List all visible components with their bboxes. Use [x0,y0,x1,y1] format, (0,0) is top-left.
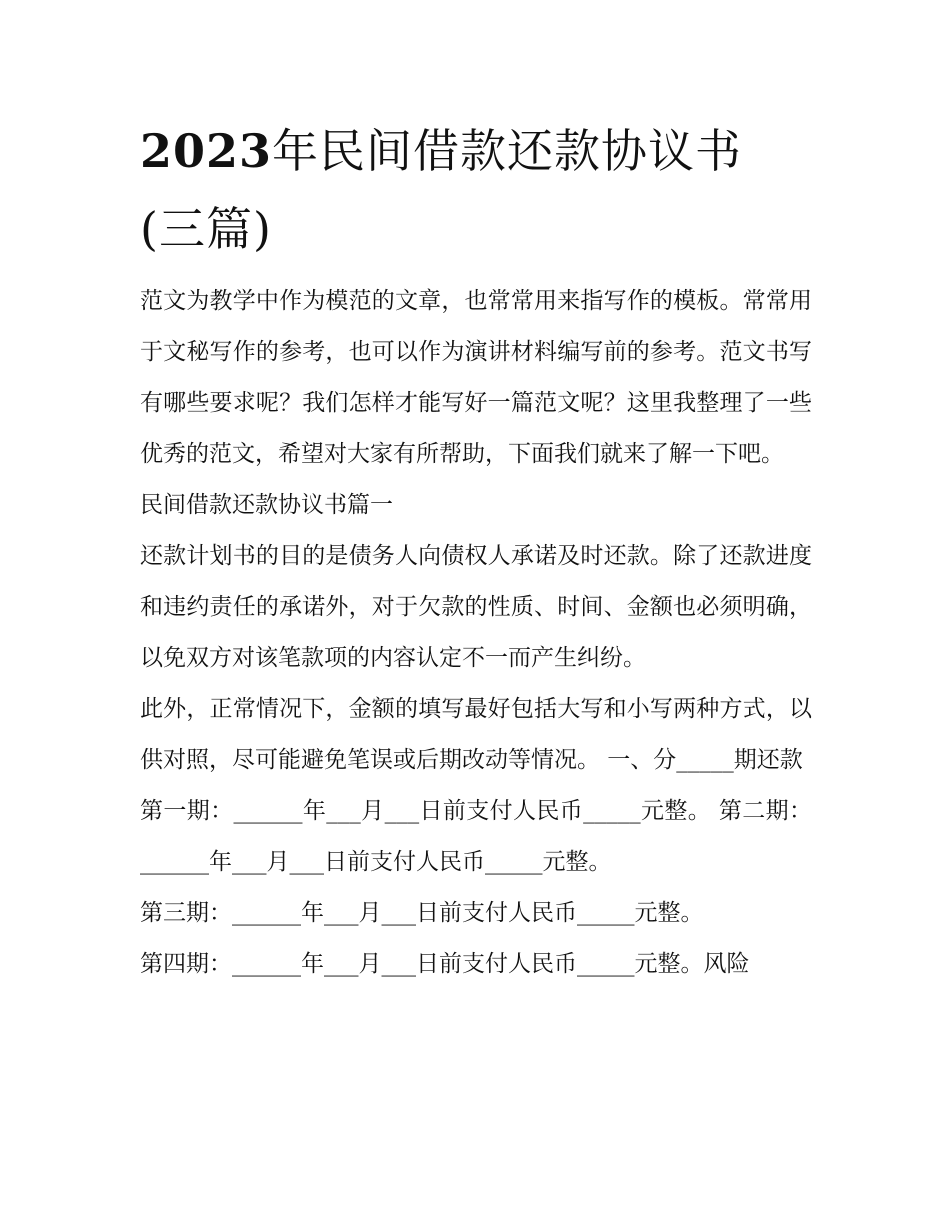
intro-paragraph: 范文为教学中作为模范的文章，也常常用来指写作的模板。常常用于文秘写作的参考，也可以作为演讲材料编写前的参考。范文书写有哪些要求呢？我们怎样才能写好一篇范文呢？这里我整理了一些优秀的范文，希望对大家有所帮助，下面我们就来了解一下吧。 [140,288,812,467]
title-subtitle: (三篇) [140,202,272,256]
document-body [140,276,812,990]
installment-line: 第一期：______年___月___日前支付人民币_____元整。 第二期：______年___月___日前支付人民币_____元整。 [140,798,812,875]
installment-line: 第四期：______年___月___日前支付人民币_____元整。风险 [140,951,750,977]
body-paragraph: 还款计划书的目的是债务人向债权人承诺及时还款。除了还款进度和违约责任的承诺外，对于欠款的性质、时间、金额也必须明确，以免双方对该笔款项的内容认定不一而产生纠纷。 [140,543,812,671]
document-title [140,112,840,268]
installment-line: 第三期：______年___月___日前支付人民币_____元整。 [140,900,704,926]
body-paragraph: 此外，正常情况下，金额的填写最好包括大写和小写两种方式，以供对照，尽可能避免笔误或后期改动等情况。 一、分_____期还款 [140,696,812,773]
section-heading: 民间借款还款协议书篇一 [140,492,393,518]
title-text: 年民间借款还款协议书 [272,124,743,178]
title-year: 2023 [140,124,273,178]
